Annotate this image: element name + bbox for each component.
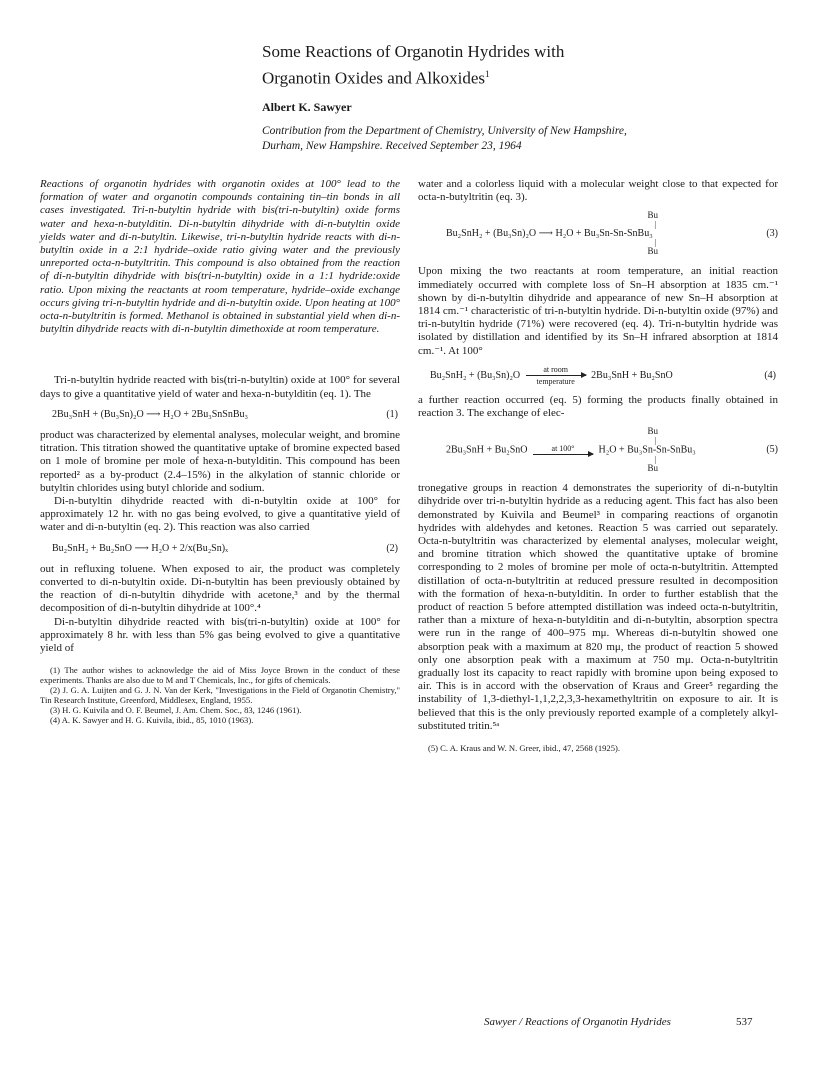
equation-5-reactants: 2Bu₃SnH + Bu₂SnO: [446, 444, 528, 456]
affiliation: [262, 124, 782, 154]
abstract: Reactions of organotin hydrides with organotin oxides at 100° lead to the formation of water and organotin compounds containing tin–tin bonds in all cases investigated. Tri-n-butyltin hydride with bis(tri-n-butyltin) oxide forms water and hexa-n-butylditin. Di-n-butyltin dihydride with di-n-butyltin oxide yields water and di-n-butyltin. Likewise, tri-n-butyltin hydride reacts with di-n-butyltin oxide in a 2:1 hydride–oxide ratio giving water and the previously unreported octa-n-butyltritin. This compound is also obtained from the reaction of di-n-butyltin dihydride with bis(tri-n-butyltin) oxide in a 1:1 hydride:oxide ratio. Upon mixing the reactants at room temperature, hydride–oxide exchange occurs giving tri-n-butyltin hydride and di-n-butyltin oxide. Upon heating at 100° octa-n-butyltritin is formed. Methanol is obtained in substantial yield when di-n-butyltin dihydride reacts with di-n-butyltin dimethoxide at room temperature.: [40, 178, 400, 336]
page-footer: [484, 1016, 784, 1028]
footnote-2: (2) J. G. A. Luijten and G. J. N. Van der Kerk, "Investigations in the Field of Organotin Chemistry," Tin Research Institute, Greenford, Middlesex, England, 1955.: [40, 685, 400, 706]
page-number: 537: [736, 1016, 753, 1028]
title-footnote-mark: 1: [485, 69, 490, 79]
equation-5-products: H₂O + Bu₃Sn-Sn-SnBu₃: [598, 444, 696, 456]
equation-1-body: 2Bu₃SnH + (Bu₃Sn)₂O ⟶ H₂O + 2Bu₃SnSnBu₃: [52, 408, 249, 420]
equation-4-above: at room: [543, 364, 568, 374]
equation-4-below: temperature: [536, 376, 575, 386]
footnote-3: (3) H. G. Kuivila and O. F. Beumel, J. Am. Chem. Soc., 83, 1246 (1961).: [50, 705, 302, 716]
equation-4-reactants: Bu₂SnH₂ + (Bu₃Sn)₂O: [430, 369, 521, 381]
left-paragraph-2: product was characterized by elemental analyses, molecular weight, and bromine titration. This titration showed the quantitative uptake of bromine expected based on 1 mole of bromine per mole of hexa-n-butylditin. This compound has been reported² as a by-product (2.4–15%) in the alkylation of stannic chloride or butyltin chlorides using butyl chloride and sodium.: [40, 429, 400, 494]
right-paragraph-3: a further reaction occurred (eq. 5) forming the products finally obtained in reaction 3. The exchange of elec-: [418, 393, 778, 420]
equation-3-row: [418, 228, 778, 239]
equation-4-products: 2Bu₃SnH + Bu₂SnO: [591, 369, 673, 381]
equation-3-bond-bottom: |: [654, 238, 656, 248]
left-paragraph-5: Di-n-butyltin dihydride reacted with bis(tri-n-butyltin) oxide at 100° for approximately 8 hr. with less than 5% gas being evolved to give a quantitative yield of: [40, 615, 400, 655]
affiliation-line-2: Durham, New Hampshire. Received September 23, 1964: [262, 140, 522, 152]
left-paragraph-1: Tri-n-butyltin hydride reacted with bis(tri-n-butyltin) oxide at 100° for several days to give a quantitative yield of water and hexa-n-butylditin (eq. 1). The: [40, 374, 400, 400]
equation-1-number: (1): [386, 408, 398, 420]
equation-3-bu-bottom: Bu: [647, 246, 658, 257]
equation-5-above: at 100°: [551, 444, 575, 454]
right-paragraph-1: water and a colorless liquid with a molecular weight close to that expected for octa-n-butyltritin (eq. 3).: [418, 178, 778, 204]
equation-3: [418, 210, 778, 257]
title-line-2: [262, 63, 782, 90]
right-paragraph-2: Upon mixing the two reactants at room temperature, an initial reaction immediately occurred with complete loss of Sn–H absorption at 1835 cm.⁻¹ shown by di-n-butyltin dihydride and appearance of new Sn–H absorption at 1814 cm.⁻¹ characteristic of tri-n-butyltin hydride. Di-n-butyltin oxide (97%) and tri-n-butyltin hydride (71%) were recovered (eq. 4). Tri-n-butyltin hydride was isolated by distillation and identified by its Sn–H infrared absorption at 1814 cm.⁻¹. At 100°: [418, 265, 778, 357]
equation-4-body: [430, 365, 673, 386]
equation-4-arrow: [526, 365, 586, 386]
equation-4-number: (4): [764, 369, 776, 381]
left-column: [40, 178, 400, 725]
equation-5-number: (5): [766, 444, 778, 456]
left-paragraph-4: out in refluxing toluene. When exposed to air, the product was completely converted to di-n-butyltin oxide. Di-n-butyltin has been previously obtained by the reaction of di-n-butyltin dihydride with acetone,³ and by the thermal decomposition of di-n-butyltin dihydride at 100°.⁴: [40, 562, 400, 615]
equation-3-bond-top: |: [654, 220, 656, 230]
footnote-5: (5) C. A. Kraus and W. N. Greer, ibid., 47, 2568 (1925).: [428, 743, 621, 754]
title-line-1: Some Reactions of Organotin Hydrides with: [262, 42, 565, 61]
left-paragraph-3: Di-n-butyltin dihydride reacted with di-n-butyltin oxide at 100° for approximately 12 hr. with no gas being evolved, to give a quantitative yield of water and di-n-butyltin (eq. 2). This reaction was also carried: [40, 495, 400, 534]
footnote-4: (4) A. K. Sawyer and H. G. Kuivila, ibid., 85, 1010 (1963).: [50, 715, 254, 726]
equation-3-body: Bu₂SnH₂ + (Bu₃Sn)₂O ⟶ H₂O + Bu₃Sn-Sn-SnBu₃: [446, 228, 653, 240]
equation-5: [418, 426, 778, 474]
footnote-1: (1) The author wishes to acknowledge the aid of Miss Joyce Brown in the conduct of these experiments. Thanks are also due to M and T Chemicals, Inc., for gifts of chemicals.: [40, 665, 400, 686]
equation-2: [40, 542, 400, 555]
author-name: Albert K. Sawyer: [262, 100, 352, 114]
equation-5-bond-top: |: [654, 436, 656, 446]
affiliation-line-1: Contribution from the Department of Chemistry, University of New Hampshire,: [262, 125, 627, 137]
equation-5-bond-bottom: |: [654, 455, 656, 465]
equation-5-row: [418, 444, 778, 456]
right-column: [418, 178, 778, 753]
equation-1: [40, 408, 400, 421]
reaction-arrow-icon: [533, 454, 593, 455]
equation-5-bu-bottom: Bu: [647, 463, 658, 474]
running-title: Sawyer / Reactions of Organotin Hydrides: [484, 1016, 671, 1028]
equation-5-bu-top: Bu: [647, 426, 658, 437]
article-title: [262, 40, 782, 90]
equation-3-bu-top: Bu: [647, 210, 658, 221]
equation-5-arrow: [533, 444, 593, 456]
right-footnotes: [418, 743, 778, 753]
right-paragraph-4: tronegative groups in reaction 4 demonstrates the superiority of di-n-butyltin dihydride over tri-n-butyltin hydride as a reducing agent. This fact has also been demonstrated by Kuivila and Beumel³ in comparing reactions of organotin hydrides with aldehydes and ketones. Reaction 5 was carried out separately. Octa-n-butyltritin was characterized by elemental analyses, molecular weight, and bromine titration which showed the quantitative uptake of bromine corresponding to 2 moles of bromine per mole of octa-n-butyltritin. Attempted distillation of octa-n-butyltritin at reduced pressure resulted in decomposition with the formation of hexa-n-butylditin. In order to further establish that the product of reaction 5 before attempted distillation was indeed octa-n-butyltritin, rather than a mixture of hexa-n-butylditin and di-n-butyltin, absorption spectra were run in the range of 400–975 mμ. Whereas di-n-butyltin showed one absorption peak with a maximum at 820 mμ, the product of reaction 5 showed only one absorption peak with a maximum at 750 mμ. Octa-n-butyltritin gradually lost its capacity to react rapidly with bromine upon being exposed to air. This is in accord with the observation of Kraus and Greer⁵ regarding the instability of 1,3-diethyl-1,1,2,2,3,3-hexamethyltritin on exposure to air. It is believed that this is the only previously reported example of a completely alkyl-substituted tritin.⁵ᵃ: [418, 482, 778, 732]
equation-3-number: (3): [766, 228, 778, 240]
reaction-arrow-icon: [526, 375, 586, 376]
equation-4: [418, 365, 778, 386]
left-footnotes: [40, 665, 400, 725]
title-line-2-text: Organotin Oxides and Alkoxides: [262, 68, 486, 88]
equation-5-body: [446, 444, 696, 456]
equation-2-body: Bu₂SnH₂ + Bu₂SnO ⟶ H₂O + 2/x(Bu₂Sn)ₓ: [52, 542, 228, 554]
equation-2-number: (2): [386, 542, 398, 554]
